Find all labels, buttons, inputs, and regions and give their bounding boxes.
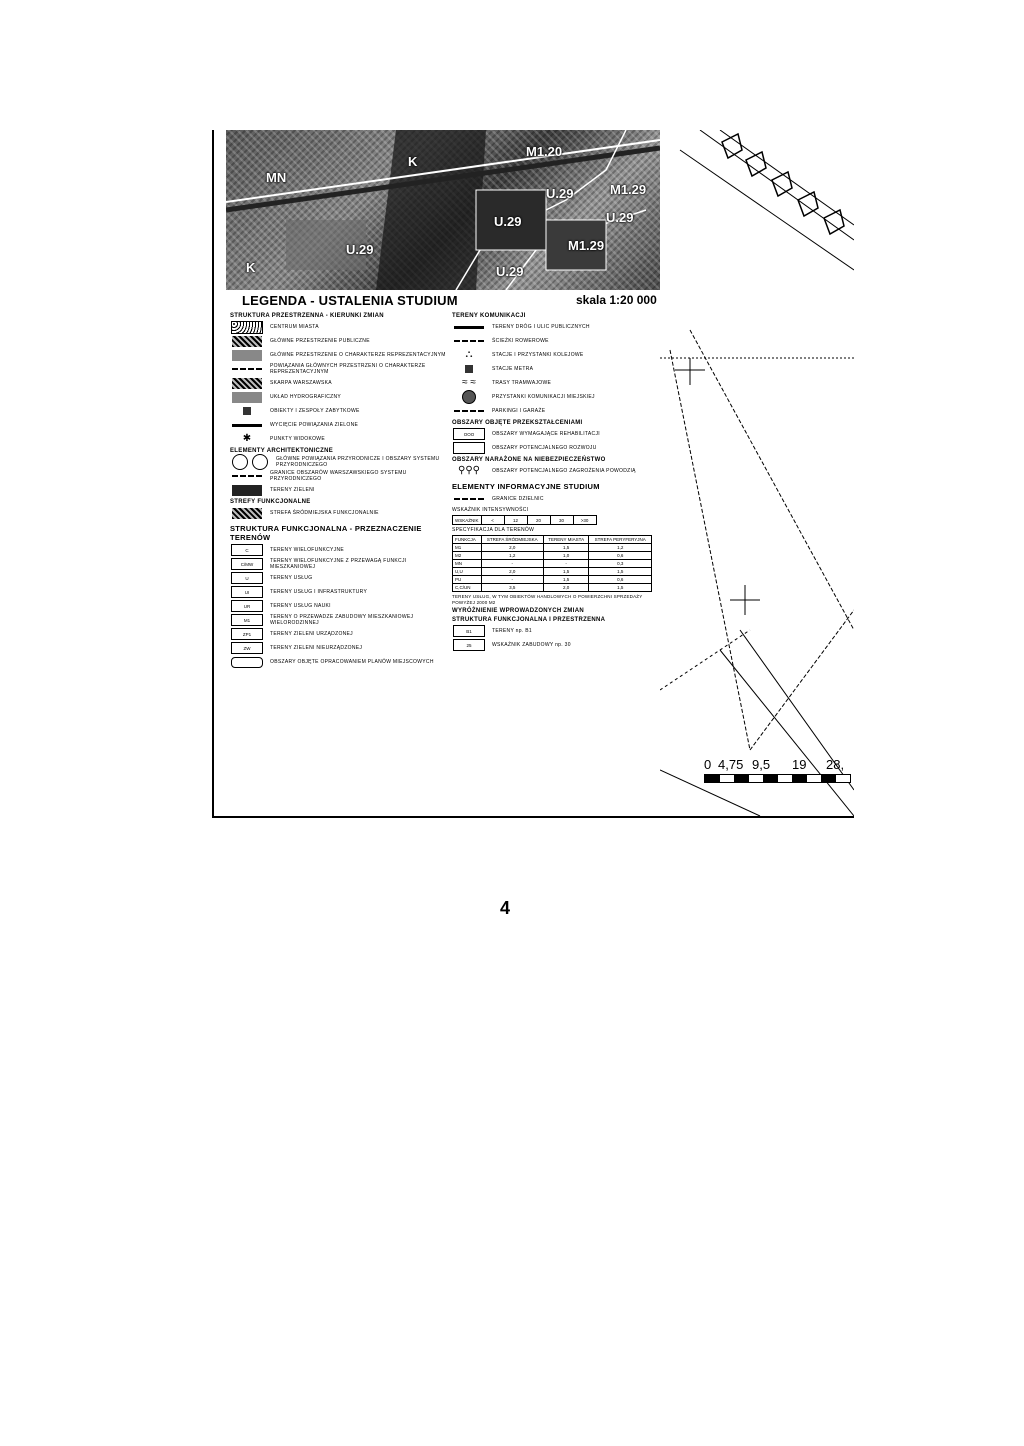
table-cell: 1,5 — [543, 568, 589, 576]
legend-text: GŁÓWNE PRZESTRZENIE PUBLICZNE — [270, 338, 370, 344]
legend-row — [230, 391, 448, 403]
swatch — [243, 407, 251, 415]
swatch — [454, 410, 484, 412]
legend-row — [230, 572, 448, 584]
section-header: ELEMENTY ARCHITEKTONICZNE — [230, 448, 334, 454]
table-cell: - — [543, 560, 589, 568]
legend-row — [230, 335, 448, 347]
legend-row — [452, 377, 656, 389]
section-header: STRUKTURA FUNKCJONALNA - PRZEZNACZENIE TERENÓW — [230, 524, 422, 542]
table-cell: 2,0 — [543, 584, 589, 592]
legend-text: GŁÓWNE POWIĄZANIA PRZYRODNICZE I OBSZARY SYSTEMU PRZYRODNICZEGO — [276, 456, 440, 468]
scale-tick: 4,75 — [718, 757, 744, 772]
aerial-label: M1.29 — [610, 182, 647, 197]
intensity-cell: WSKAŹNIK — [453, 516, 482, 525]
aerial-label: U.29 — [546, 186, 574, 201]
swatch — [454, 326, 484, 329]
swatch — [232, 378, 262, 389]
scale-tick: 28, — [826, 757, 845, 772]
swatch: C — [231, 544, 263, 556]
table-header: FUNKCJA — [453, 536, 482, 544]
circle-icon — [252, 454, 268, 470]
table-row — [453, 544, 652, 552]
legend-row — [230, 363, 448, 375]
legend-text: GRANICE DZIELNIC — [492, 496, 544, 502]
legend-text: TERENY USŁUG NAUKI — [270, 603, 331, 609]
legend-text: WYCIĘCIE POWIĄZANIA ZIELONE — [270, 422, 359, 428]
intensity-cell: < — [481, 516, 504, 525]
legend-row — [230, 586, 448, 598]
legend-row — [230, 321, 448, 333]
swatch — [462, 390, 476, 404]
intensity-cell: >30 — [573, 516, 596, 525]
legend-row — [230, 544, 448, 556]
legend-text: GRANICE OBSZARÓW WARSZAWSKIEGO SYSTEMU PRZYRODNICZEGO — [270, 470, 407, 482]
table-cell: 1,2 — [481, 552, 543, 560]
aerial-label: U.29 — [496, 264, 524, 279]
legend-row — [452, 465, 656, 477]
legend-text: TERENY ZIELENI URZĄDZONEJ — [270, 631, 353, 637]
table-cell: - — [481, 560, 543, 568]
swatch — [453, 442, 485, 454]
aerial-photo — [226, 130, 660, 290]
table-header: STREFA ŚRÓDMIEJSKA — [481, 536, 543, 544]
table-cell: 2,0 — [481, 568, 543, 576]
legend-row — [452, 321, 656, 333]
intensity-cell: 30 — [550, 516, 573, 525]
legend-text: TERENY WIELOFUNKCYJNE Z PRZEWAGĄ FUNKCJI MIESZKANIOWEJ — [270, 558, 407, 570]
table-cell: 1,5 — [543, 544, 589, 552]
intensity-cell: 20 — [527, 516, 550, 525]
legend-row — [452, 349, 656, 361]
aerial-label: K — [246, 260, 256, 275]
section-header: ELEMENTY INFORMACYJNE STUDIUM — [452, 482, 600, 491]
table-cell: 1,5 — [543, 576, 589, 584]
changes-header: WYRÓŻNIENIE WPROWADZONYCH ZMIAN — [452, 608, 584, 614]
swatch — [232, 350, 262, 361]
aerial-label: U.29 — [606, 210, 634, 225]
swatch — [454, 340, 484, 342]
legend-row — [230, 419, 448, 431]
legend-text: TERENY O PRZEWADZE ZABUDOWY MIESZKANIOWEJ WIELORODZINNEJ — [270, 614, 414, 626]
wave-icon: ≈ ≈ — [462, 377, 476, 388]
swatch: UR — [231, 600, 263, 612]
legend-row — [452, 405, 656, 417]
scale-tick: 9,5 — [752, 757, 771, 772]
function-note: TERENY USŁUG, W TYM OBIEKTÓW HANDLOWYCH O POWIERZCHNI SPRZEDAŻY POWYŻEJ 2000 M2 — [452, 594, 643, 605]
legend-row — [230, 456, 448, 468]
legend-text: TERENY WIELOFUNKCYJNE — [270, 547, 344, 553]
scale-tick: 0 — [704, 757, 712, 772]
legend-row — [230, 507, 448, 519]
legend-row — [230, 656, 448, 668]
intensity-cell: 12 — [504, 516, 527, 525]
legend-text: OBSZARY WYMAGAJĄCE REHABILITACJI — [492, 431, 600, 437]
legend-row — [230, 349, 448, 361]
legend-row — [452, 493, 656, 505]
table-cell: 0,3 — [589, 560, 652, 568]
legend-text: PARKINGI I GARAŻE — [492, 408, 546, 414]
swatch — [232, 424, 262, 427]
legend-row — [230, 377, 448, 389]
legend-text: TERENY USŁUG I INFRASTRUKTURY — [270, 589, 368, 595]
scale-tick: 19 — [792, 757, 807, 772]
legend-column-right — [452, 310, 656, 653]
legend-row — [230, 558, 448, 570]
legend-title: LEGENDA - USTALENIA STUDIUM — [242, 293, 458, 308]
legend-row — [230, 405, 448, 417]
legend-row — [230, 600, 448, 612]
swatch — [465, 365, 473, 373]
page-number: 4 — [500, 898, 511, 918]
table-cell: 2,0 — [481, 544, 543, 552]
legend-text: TERENY ZIELENI NIEURZĄDZONEJ — [270, 645, 363, 651]
table-row — [453, 560, 652, 568]
swatch — [231, 657, 263, 668]
section-header: STREFY FUNKCJONALNE — [230, 499, 311, 505]
table-cell: M2 — [453, 552, 482, 560]
scale-bar-graphic — [704, 774, 851, 783]
table-row — [453, 568, 652, 576]
swatch: B1 — [453, 625, 485, 637]
function-label: SPECYFIKACJA DLA TERENÓW — [452, 527, 535, 533]
legend-text: STREFA ŚRÓDMIEJSKA FUNKCJONALNIE — [270, 510, 379, 516]
swatch: C/MW — [231, 558, 263, 570]
table-cell: 1,5 — [589, 568, 652, 576]
table-cell: MN — [453, 560, 482, 568]
aerial-label: K — [408, 154, 418, 169]
swatch: M1 — [231, 614, 263, 626]
aerial-label: MN — [266, 170, 287, 185]
legend-section — [452, 457, 656, 477]
aerial-label: U.29 — [346, 242, 374, 257]
legend-text: GŁÓWNE PRZESTRZENIE O CHARAKTERZE REPREZENTACYJNYM — [270, 352, 446, 358]
aerial-label: M1.29 — [568, 238, 605, 253]
legend-row — [452, 639, 656, 651]
swatch — [232, 392, 262, 403]
table-row — [453, 552, 652, 560]
legend-row — [230, 470, 448, 482]
legend-text: OBSZARY POTENCJALNEGO ROZWOJU — [492, 445, 597, 451]
aerial-label: U.29 — [494, 214, 522, 229]
circle-icon — [232, 454, 248, 470]
legend-text: TERENY ZIELENI — [270, 487, 315, 493]
cadastral-lines — [660, 130, 854, 816]
scale-bar — [704, 757, 852, 773]
legend-text: STACJE METRA — [492, 366, 534, 372]
section-header: OBSZARY NARAŻONE NA NIEBEZPIECZEŃSTWO — [452, 457, 606, 463]
legend-section — [452, 482, 656, 505]
legend-text: OBSZARY POTENCJALNEGO ZAGROŻENIA POWODZIĄ — [492, 468, 636, 474]
legend-text: PUNKTY WIDOKOWE — [270, 436, 325, 442]
changes-subheader: STRUKTURA FUNKCJONALNA I PRZESTRZENNA — [452, 617, 606, 623]
legend-text: WSKAŹNIK ZABUDOWY np. 30 — [492, 642, 571, 648]
swatch: UI — [231, 586, 263, 598]
swatch: 25 — [453, 639, 485, 651]
legend-row — [452, 428, 656, 440]
legend-section — [230, 524, 448, 668]
legend-section — [230, 499, 448, 519]
legend-row — [452, 363, 656, 375]
section-header: OBSZARY OBJĘTE PRZEKSZTAŁCENIAMI — [452, 420, 583, 426]
table-cell: U,U — [453, 568, 482, 576]
intensity-label: WSKAŹNIK INTENSYWNOŚCI — [452, 507, 529, 513]
map-sheet — [212, 130, 854, 818]
swatch: U — [231, 572, 263, 584]
legend-row — [230, 433, 448, 445]
tree-icon: ⚲⚲⚲ — [458, 465, 480, 476]
table-cell: PU — [453, 576, 482, 584]
swatch: ZW — [231, 642, 263, 654]
legend-text: ŚCIEŻKI ROWEROWE — [492, 338, 549, 344]
legend-text: TERENY USŁUG — [270, 575, 313, 581]
table-cell: 0,6 — [589, 576, 652, 584]
legend-row — [452, 335, 656, 347]
table-header: STREFA PERYFERYJNA — [589, 536, 652, 544]
legend-text: TRASY TRAMWAJOWE — [492, 380, 552, 386]
aerial-overlay — [226, 130, 660, 290]
legend-row — [230, 484, 448, 496]
table-cell: 0,6 — [589, 552, 652, 560]
table-cell: M1 — [453, 544, 482, 552]
swatch: ZP1 — [231, 628, 263, 640]
function-table — [452, 535, 652, 592]
legend-row — [452, 391, 656, 403]
legend-text: UKŁAD HYDROGRAFICZNY — [270, 394, 342, 400]
table-cell: 3,5 — [481, 584, 543, 592]
legend-text: OBIEKTY I ZESPOŁY ZABYTKOWE — [270, 408, 360, 414]
legend-text: SKARPA WARSZAWSKA — [270, 380, 332, 386]
legend-text: CENTRUM MIASTA — [270, 324, 319, 330]
legend-text: PRZYSTANKI KOMUNIKACJI MIEJSKIEJ — [492, 394, 595, 400]
swatch — [232, 368, 262, 370]
table-row — [453, 576, 652, 584]
legend-text: TERENY DRÓG I ULIC PUBLICZNYCH — [492, 324, 590, 330]
legend-text: STACJE I PRZYSTANKI KOLEJOWE — [492, 352, 584, 358]
legend-text: TERENY np. B1 — [492, 628, 532, 634]
legend-section — [230, 313, 448, 445]
legend-section — [230, 448, 448, 496]
table-cell: - — [481, 576, 543, 584]
legend-row — [452, 442, 656, 454]
aerial-label: M1.20 — [526, 144, 563, 159]
table-cell: 1,5 — [589, 584, 652, 592]
swatch — [232, 475, 262, 477]
swatch: OOO — [453, 428, 485, 440]
swatch — [232, 336, 262, 347]
swatch — [232, 508, 262, 519]
table-row — [453, 584, 652, 592]
swatch — [231, 321, 263, 334]
legend-section — [452, 420, 656, 454]
train-icon: ⛬ — [465, 349, 473, 360]
swatch — [454, 498, 484, 500]
legend-scale: skala 1:20 000 — [576, 293, 657, 307]
table-cell: C,C/UN — [453, 584, 482, 592]
table-cell: 1,2 — [589, 544, 652, 552]
table-header: TERENY MIASTA — [543, 536, 589, 544]
swatch — [232, 485, 262, 496]
scale-ticks — [704, 757, 852, 773]
legend-row — [230, 614, 448, 626]
legend-panel — [226, 290, 660, 816]
star-icon: ✱ — [242, 433, 252, 444]
legend-row — [230, 628, 448, 640]
legend-row — [230, 642, 448, 654]
intensity-table — [452, 515, 597, 525]
legend-text: POWIĄZANIA GŁÓWNYCH PRZESTRZENI O CHARAKTERZE REPREZENTACYJNYM — [270, 363, 426, 375]
legend-section — [452, 313, 656, 417]
table-cell: 1,0 — [543, 552, 589, 560]
legend-column-left — [230, 310, 448, 670]
legend-row — [452, 625, 656, 637]
section-header: STRUKTURA PRZESTRZENNA - KIERUNKI ZMIAN — [230, 313, 384, 319]
section-header: TERENY KOMUNIKACJI — [452, 313, 526, 319]
cadastral-map — [660, 130, 854, 816]
legend-text: OBSZARY OBJĘTE OPRACOWANIEM PLANÓW MIEJSCOWYCH — [270, 659, 434, 665]
